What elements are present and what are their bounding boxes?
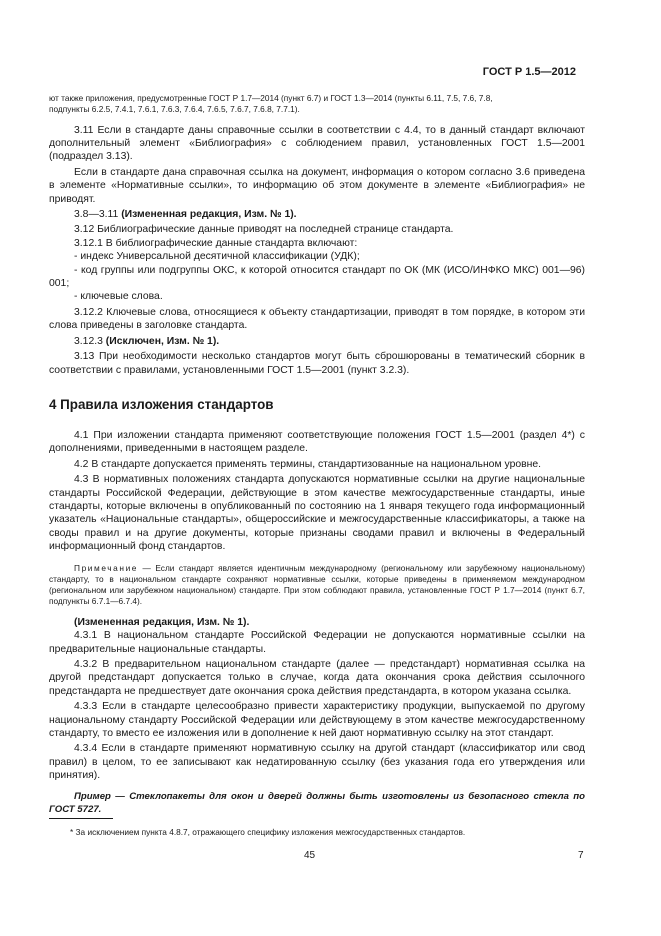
para-3-8-3-11 (49, 208, 585, 221)
note-text: — Если стандарт является идентичным международному (региональному или зарубежному национальному) стандарту, то в национальном стандарте сохраняют нормативные ссылки, которые приведены в применяемом международном (региональном или зарубежном национальном) стандарте. При этом соблюдают правила, установленные ГОСТ Р 1.7—2014 (пункт 6.7, подпункты 6.7.1—6.7.4). (49, 562, 585, 607)
para-4-3: 4.3 В нормативных положениях стандарта допускаются нормативные ссылки на другие национальные стандарты Российской Федерации, действующие в этом качестве межгосударственные стандарты, иные стандарты, которые включены в опубликованный по состоянию на 1 января текущего года информационный указатель «Национальные стандарты», общероссийские и межгосударственные классификаторы, а также на своды правил и на другие документы, которые признаны сводами правил и включены в Федеральный информационный фонд стандартов. (49, 474, 585, 553)
page-number-right: 7 (578, 850, 584, 861)
document-header (0, 66, 661, 78)
list-item: - ключевые слова. (74, 291, 163, 303)
top-text-line-1: ют также приложения, предусмотренные ГОСТ Р 1.7—2014 (пункт 6.7) и ГОСТ 1.3—2014 (пункты 6.11, 7.5, 7.6, 7.8, (49, 93, 493, 103)
list-item: - код группы или подгруппы ОКС, к которой относится стандарт по ОК (МК (ИСО/ИНФКО МКС) 001—96) 001; (49, 264, 585, 290)
example: Пример — Стеклопакеты для окон и дверей должны быть изготовлены из безопасного стекла по ГОСТ 5727. (49, 790, 585, 815)
para-3-13: 3.13 При необходимости несколько стандартов могут быть сброшюрованы в тематический сборник в соответствии с правилами, установленными ГОСТ 1.5—2001 (пункт 3.2.3). (49, 351, 585, 376)
note-label: Примечание (74, 562, 139, 573)
footnote-divider (49, 818, 113, 819)
amendment-note: (Измененная редакция, Изм. № 1). (121, 209, 297, 221)
para-3-12-1: 3.12.1 В библиографические данные стандарта включают: (74, 237, 358, 249)
para-4-1: 4.1 При изложении стандарта применяют соответствующие положения ГОСТ 1.5—2001 (раздел 4*) с дополнениями, приведенными в настоящем разделе. (49, 429, 585, 455)
para-4-2: 4.2 В стандарте допускается применять термины, стандартизованные на национальном уровне. (74, 458, 542, 470)
para-3-12-2: 3.12.2 Ключевые слова, относящиеся к объекту стандартизации, приводят в том порядке, в котором эти слова приведены в заголовке стандарта. (49, 306, 585, 332)
top-text-line-2: подпункты 6.2.5, 7.4.1, 7.6.1, 7.6.3, 7.6.4, 7.6.5, 7.6.7, 7.6.8, 7.7.1). (49, 104, 300, 115)
section-title: 4 Правила изложения стандартов (49, 396, 274, 412)
page-number-center: 45 (304, 850, 316, 861)
para-4-3-2: 4.3.2 В предварительном национальном стандарте (далее — предстандарт) нормативная ссылка на другой предстандарт допускается только в случае, когда дата окончания срока действия ссылочного предстандарта не предшествует дате окончания срока действия предстандарта, в котором указана ссылка. (49, 658, 585, 697)
note (49, 563, 585, 608)
para-3-12-3 (49, 335, 585, 348)
list-item: - индекс Универсальной десятичной классификации (УДК); (74, 251, 360, 263)
footnote: * За исключением пункта 4.8.7, отражающего специфику изложения межгосударственных стандартов. (70, 827, 466, 837)
page-body (49, 93, 585, 816)
para-num: 3.8—3.11 (74, 209, 119, 221)
para-4-3-1: 4.3.1 В национальном стандарте Российской Федерации не допускаются нормативные ссылки на предварительные национальные стандарты. (49, 630, 585, 655)
para-3-12: 3.12 Библиографические данные приводят на последней странице стандарта. (74, 224, 454, 236)
excluded-note: (Исключен, Изм. № 1). (105, 335, 220, 347)
para-num: 3.12.3 (74, 335, 103, 347)
para-4-3-4: 4.3.4 Если в стандарте применяют нормативную ссылку на другой стандарт (классификатор или свод правил) в целом, то ее записывают как недатированную ссылку (без указания года его утверждения или принятия). (49, 743, 585, 782)
doc-id: ГОСТ Р 1.5—2012 (482, 66, 576, 78)
para-3-11-b: Если в стандарте дана справочная ссылка на документ, информация о котором согласно 3.6 приведена в элементе «Нормативные ссылки», то информацию об этом документе в элементе «Библиография» не приводят. (49, 166, 585, 205)
para-4-3-3: 4.3.3 Если в стандарте целесообразно привести характеристику продукции, выпускаемой по другому национальному стандарту Российской Федерации или действующему в этом качестве межгосударственному стандарту, то вместо ее изложения или в дополнение к ней дают нормативную ссылку на этот стандарт. (49, 701, 585, 739)
para-3-11: 3.11 Если в стандарте даны справочные ссылки в соответствии с 4.4, то в данный стандарт включают дополнительный элемент «Библиография» с соблюдением правил, установленных ГОСТ 1.5—2001 (подраздел 3.13). (49, 124, 585, 163)
amendment-note: (Измененная редакция, Изм. № 1). (74, 616, 250, 628)
